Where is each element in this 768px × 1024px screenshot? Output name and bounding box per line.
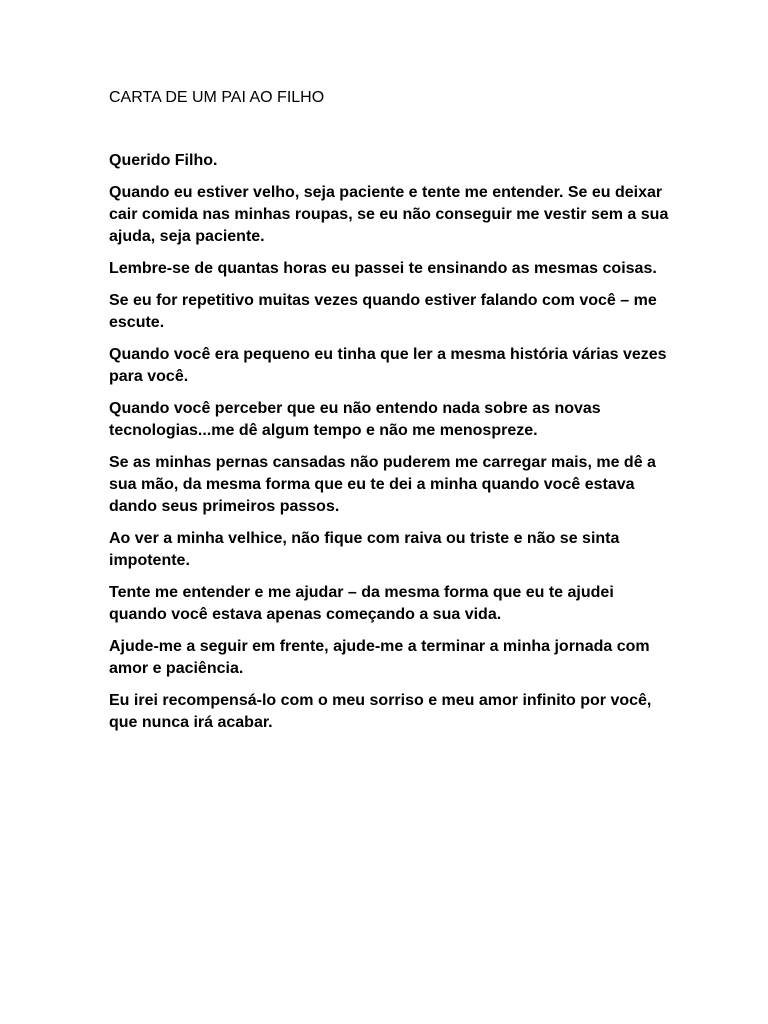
letter-paragraph: Quando você era pequeno eu tinha que ler a mesma história várias vezes para você. [109, 346, 667, 385]
letter-paragraph: Tente me entender e me ajudar – da mesma forma que eu te ajudei quando você estava apenas começando a sua vida. [109, 584, 614, 623]
letter-paragraph: Se eu for repetitivo muitas vezes quando estiver falando com você – me escute. [109, 292, 657, 331]
closing-paragraph: Eu irei recompensá-lo com o meu sorriso e meu amor infinito por você, que nunca irá acabar. [109, 692, 652, 731]
letter-paragraph: Quando eu estiver velho, seja paciente e tente me entender. Se eu deixar cair comida nas minhas roupas, se eu não conseguir me vestir sem a sua ajuda, seja paciente. [109, 184, 669, 245]
letter-paragraph: Ajude-me a seguir em frente, ajude-me a terminar a minha jornada com amor e paciência. [109, 638, 650, 677]
letter-paragraph: Ao ver a minha velhice, não fique com raiva ou triste e não se sinta impotente. [109, 530, 620, 569]
letter-paragraph: Lembre-se de quantas horas eu passei te ensinando as mesmas coisas. [109, 260, 657, 277]
letter-paragraph: Se as minhas pernas cansadas não puderem me carregar mais, me dê a sua mão, da mesma forma que eu te dei a minha quando você estava dando seus primeiros passos. [109, 454, 656, 515]
greeting-paragraph: Querido Filho. [109, 152, 218, 169]
letter-paragraph: Quando você perceber que eu não entendo nada sobre as novas tecnologias...me dê algum tempo e não me menospreze. [109, 400, 601, 439]
document-title: CARTA DE UM PAI AO FILHO [109, 89, 325, 106]
letter-body [109, 150, 669, 744]
